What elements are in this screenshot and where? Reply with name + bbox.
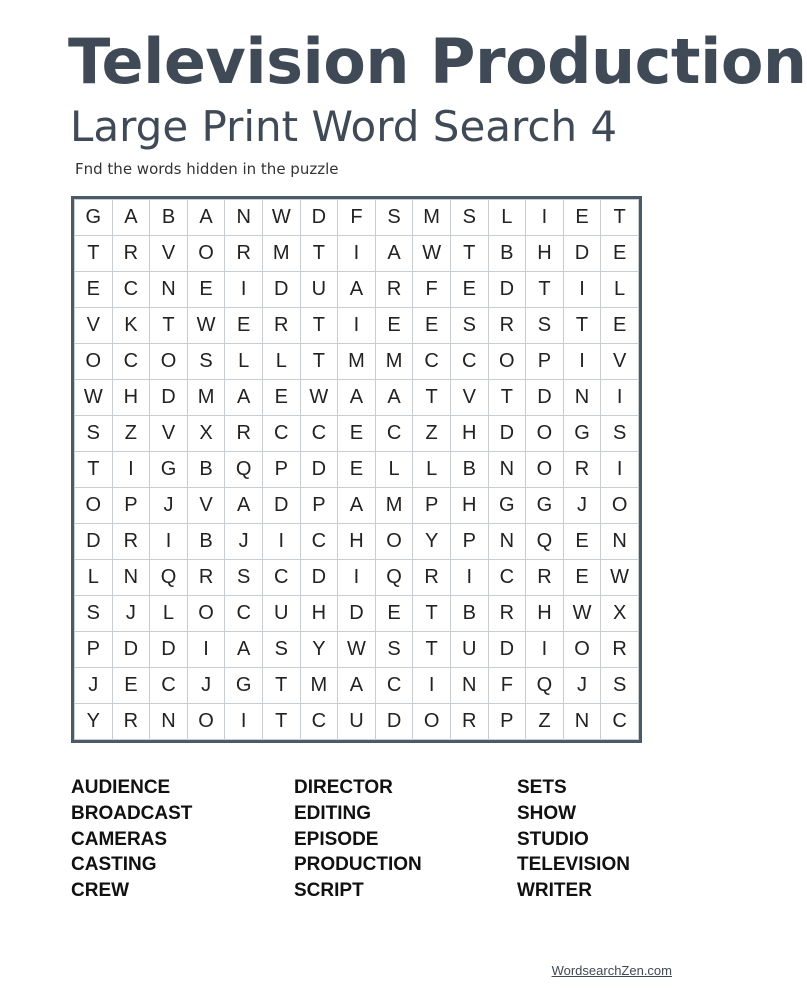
grid-cell[interactable]: O	[526, 416, 564, 452]
grid-cell[interactable]: B	[150, 200, 188, 236]
grid-cell[interactable]: Z	[413, 416, 451, 452]
grid-row	[75, 704, 639, 740]
grid-cell[interactable]: B	[450, 452, 488, 488]
grid-cell[interactable]: E	[563, 524, 601, 560]
grid-cell[interactable]: N	[150, 272, 188, 308]
grid-cell[interactable]: D	[262, 488, 300, 524]
grid-cell[interactable]: L	[262, 344, 300, 380]
grid-cell[interactable]: R	[112, 704, 150, 740]
grid-cell[interactable]: C	[413, 344, 451, 380]
grid-cell[interactable]: D	[150, 632, 188, 668]
grid-cell[interactable]: R	[225, 416, 263, 452]
grid-cell[interactable]: N	[112, 560, 150, 596]
grid-cell[interactable]: W	[601, 560, 639, 596]
grid-row	[75, 380, 639, 416]
instructions: Fnd the words hidden in the puzzle	[75, 160, 339, 178]
grid-cell[interactable]: I	[563, 272, 601, 308]
grid-row	[75, 272, 639, 308]
grid-cell[interactable]: J	[225, 524, 263, 560]
grid-cell[interactable]: J	[187, 668, 225, 704]
grid-cell[interactable]: T	[75, 452, 113, 488]
grid-cell[interactable]: P	[526, 344, 564, 380]
grid-cell[interactable]: U	[262, 596, 300, 632]
word-list-item: EPISODE	[294, 828, 379, 850]
word-column	[517, 775, 630, 904]
grid-cell[interactable]: A	[375, 236, 413, 272]
grid-cell[interactable]: H	[450, 488, 488, 524]
grid-cell[interactable]: G	[225, 668, 263, 704]
grid-cell[interactable]: H	[526, 236, 564, 272]
grid-cell[interactable]: L	[601, 272, 639, 308]
grid-cell[interactable]: I	[450, 560, 488, 596]
grid-cell[interactable]: E	[563, 560, 601, 596]
grid-cell[interactable]: R	[601, 632, 639, 668]
grid-cell[interactable]: A	[375, 380, 413, 416]
grid-cell[interactable]: T	[526, 272, 564, 308]
grid-cell[interactable]: O	[187, 596, 225, 632]
grid-cell[interactable]: Q	[225, 452, 263, 488]
grid-cell[interactable]: C	[300, 416, 338, 452]
grid-cell[interactable]: C	[375, 668, 413, 704]
grid-cell[interactable]: F	[413, 272, 451, 308]
grid-row	[75, 452, 639, 488]
word-list-item: SHOW	[517, 802, 577, 824]
grid-cell[interactable]: S	[375, 632, 413, 668]
grid-cell[interactable]: R	[526, 560, 564, 596]
grid-cell[interactable]: C	[262, 560, 300, 596]
word-list-item: PRODUCTION	[294, 854, 422, 876]
grid-cell[interactable]: I	[601, 380, 639, 416]
grid-cell[interactable]: E	[375, 596, 413, 632]
grid-cell[interactable]: E	[601, 236, 639, 272]
grid-cell[interactable]: C	[601, 704, 639, 740]
grid-cell[interactable]: O	[187, 236, 225, 272]
grid-cell[interactable]: R	[225, 236, 263, 272]
grid-cell[interactable]: O	[563, 632, 601, 668]
grid-cell[interactable]: V	[150, 416, 188, 452]
grid-cell[interactable]: U	[338, 704, 376, 740]
grid-cell[interactable]: W	[338, 632, 376, 668]
word-list-item: EDITING	[294, 802, 372, 824]
grid-cell[interactable]: V	[187, 488, 225, 524]
word-list-item: STUDIO	[517, 828, 589, 850]
word-list-item: CASTING	[71, 854, 157, 876]
grid-cell[interactable]: C	[112, 344, 150, 380]
word-list-item: AUDIENCE	[71, 777, 171, 798]
grid-cell[interactable]: D	[338, 596, 376, 632]
grid-cell[interactable]: I	[225, 704, 263, 740]
grid-cell[interactable]: S	[601, 416, 639, 452]
grid-cell[interactable]: R	[488, 308, 526, 344]
grid-cell[interactable]: C	[300, 524, 338, 560]
grid-row	[75, 560, 639, 596]
grid-cell[interactable]: O	[150, 344, 188, 380]
grid-cell[interactable]: G	[563, 416, 601, 452]
grid-row	[75, 308, 639, 344]
page-title: Television Production	[68, 25, 807, 98]
grid-cell[interactable]: I	[225, 272, 263, 308]
grid-cell[interactable]: S	[75, 596, 113, 632]
grid-cell[interactable]: A	[112, 200, 150, 236]
grid-cell[interactable]: D	[488, 632, 526, 668]
grid-cell[interactable]: A	[225, 380, 263, 416]
grid-cell[interactable]: D	[375, 704, 413, 740]
grid-row	[75, 668, 639, 704]
grid-cell[interactable]: M	[300, 668, 338, 704]
grid-cell[interactable]: R	[450, 704, 488, 740]
grid-cell[interactable]: G	[75, 200, 113, 236]
grid-cell[interactable]: I	[601, 452, 639, 488]
grid-cell[interactable]: I	[112, 452, 150, 488]
grid-row	[75, 596, 639, 632]
grid-cell[interactable]: D	[300, 452, 338, 488]
grid-cell[interactable]: J	[563, 488, 601, 524]
grid-cell[interactable]: L	[75, 560, 113, 596]
grid-cell[interactable]: W	[300, 380, 338, 416]
grid-cell[interactable]: M	[375, 344, 413, 380]
grid-cell[interactable]: Q	[375, 560, 413, 596]
grid-cell[interactable]: L	[375, 452, 413, 488]
grid-cell[interactable]: S	[262, 632, 300, 668]
grid-cell[interactable]: Z	[526, 704, 564, 740]
grid-cell[interactable]: E	[601, 308, 639, 344]
word-list-item: CREW	[71, 880, 130, 902]
grid-cell[interactable]: W	[413, 236, 451, 272]
grid-cell[interactable]: W	[262, 200, 300, 236]
grid-cell[interactable]: L	[413, 452, 451, 488]
grid-cell[interactable]: A	[338, 488, 376, 524]
grid-cell[interactable]: J	[150, 488, 188, 524]
grid-cell[interactable]: S	[375, 200, 413, 236]
grid-cell[interactable]: Q	[526, 524, 564, 560]
word-list-item: WRITER	[517, 880, 592, 902]
grid-cell[interactable]: N	[488, 452, 526, 488]
grid-cell[interactable]: F	[338, 200, 376, 236]
grid-cell[interactable]: R	[112, 524, 150, 560]
grid-cell[interactable]: R	[488, 596, 526, 632]
grid-cell[interactable]: I	[526, 200, 564, 236]
grid-cell[interactable]: B	[187, 524, 225, 560]
grid-cell[interactable]: Y	[413, 524, 451, 560]
grid-cell[interactable]: S	[601, 668, 639, 704]
grid-row	[75, 416, 639, 452]
grid-row	[75, 632, 639, 668]
grid-cell[interactable]: A	[187, 200, 225, 236]
grid-cell[interactable]: T	[75, 236, 113, 272]
grid-cell[interactable]: N	[225, 200, 263, 236]
grid-cell[interactable]: V	[601, 344, 639, 380]
grid-cell[interactable]: C	[488, 560, 526, 596]
grid-cell[interactable]: T	[413, 380, 451, 416]
grid-cell[interactable]: B	[450, 596, 488, 632]
grid-cell[interactable]: O	[413, 704, 451, 740]
grid-cell[interactable]: T	[300, 236, 338, 272]
grid-cell[interactable]: L	[488, 200, 526, 236]
grid-cell[interactable]: A	[225, 488, 263, 524]
grid-cell[interactable]: V	[75, 308, 113, 344]
word-list-item: TELEVISION	[517, 854, 630, 876]
grid-cell[interactable]: Y	[300, 632, 338, 668]
grid-cell[interactable]: A	[338, 668, 376, 704]
grid-cell[interactable]: E	[112, 668, 150, 704]
grid-cell[interactable]: H	[300, 596, 338, 632]
grid-cell[interactable]: D	[75, 524, 113, 560]
grid-cell[interactable]: T	[300, 308, 338, 344]
word-list-item: BROADCAST	[71, 802, 193, 824]
grid-cell[interactable]: E	[413, 308, 451, 344]
grid-cell[interactable]: L	[225, 344, 263, 380]
grid-cell[interactable]: I	[338, 308, 376, 344]
grid-cell[interactable]: V	[450, 380, 488, 416]
grid-cell[interactable]: P	[488, 704, 526, 740]
grid-cell[interactable]: C	[262, 416, 300, 452]
grid-cell[interactable]: D	[563, 236, 601, 272]
grid-row	[75, 200, 639, 236]
grid-cell[interactable]: R	[262, 308, 300, 344]
grid-cell[interactable]: R	[112, 236, 150, 272]
grid-cell[interactable]: T	[413, 632, 451, 668]
grid-cell[interactable]: S	[187, 344, 225, 380]
grid-row	[75, 488, 639, 524]
grid-cell[interactable]: W	[187, 308, 225, 344]
grid-cell[interactable]: N	[563, 704, 601, 740]
grid-cell[interactable]: D	[300, 200, 338, 236]
grid-cell[interactable]: C	[225, 596, 263, 632]
grid-cell[interactable]: G	[150, 452, 188, 488]
grid-cell[interactable]: M	[375, 488, 413, 524]
grid-cell[interactable]: D	[300, 560, 338, 596]
grid-cell[interactable]: I	[413, 668, 451, 704]
grid-cell[interactable]: I	[563, 344, 601, 380]
grid-cell[interactable]: U	[300, 272, 338, 308]
grid-cell[interactable]: T	[150, 308, 188, 344]
puzzle-grid-frame	[71, 196, 642, 743]
grid-cell[interactable]: T	[262, 704, 300, 740]
grid-cell[interactable]: E	[563, 200, 601, 236]
grid-cell[interactable]: O	[488, 344, 526, 380]
grid-cell[interactable]: T	[601, 200, 639, 236]
grid-cell[interactable]: P	[450, 524, 488, 560]
grid-cell[interactable]: Z	[112, 416, 150, 452]
grid-cell[interactable]: I	[338, 236, 376, 272]
grid-cell[interactable]: S	[75, 416, 113, 452]
grid-cell[interactable]: O	[601, 488, 639, 524]
grid-cell[interactable]: D	[488, 416, 526, 452]
grid-cell[interactable]: D	[112, 632, 150, 668]
grid-cell[interactable]: I	[150, 524, 188, 560]
grid-cell[interactable]: T	[300, 344, 338, 380]
grid-cell[interactable]: U	[450, 632, 488, 668]
grid-cell[interactable]: T	[413, 596, 451, 632]
grid-cell[interactable]: I	[262, 524, 300, 560]
word-list-item: SETS	[517, 777, 567, 798]
grid-cell[interactable]: E	[75, 272, 113, 308]
grid-cell[interactable]: S	[526, 308, 564, 344]
grid-cell[interactable]: L	[150, 596, 188, 632]
grid-cell[interactable]: D	[262, 272, 300, 308]
grid-cell[interactable]: N	[563, 380, 601, 416]
grid-cell[interactable]: S	[225, 560, 263, 596]
grid-cell[interactable]: Y	[75, 704, 113, 740]
grid-cell[interactable]: P	[413, 488, 451, 524]
grid-cell[interactable]: V	[150, 236, 188, 272]
word-list-item: CAMERAS	[71, 828, 168, 850]
grid-cell[interactable]: R	[563, 452, 601, 488]
grid-cell[interactable]: D	[488, 272, 526, 308]
grid-cell[interactable]: M	[262, 236, 300, 272]
grid-cell[interactable]: E	[375, 308, 413, 344]
grid-cell[interactable]: W	[563, 596, 601, 632]
grid-cell[interactable]: T	[488, 380, 526, 416]
grid-cell[interactable]: R	[375, 272, 413, 308]
grid-cell[interactable]: T	[450, 236, 488, 272]
grid-cell[interactable]: E	[225, 308, 263, 344]
grid-cell[interactable]: O	[75, 344, 113, 380]
grid-cell[interactable]: E	[187, 272, 225, 308]
grid-cell[interactable]: N	[150, 704, 188, 740]
grid-cell[interactable]: B	[187, 452, 225, 488]
grid-cell[interactable]: P	[300, 488, 338, 524]
grid-cell[interactable]: T	[563, 308, 601, 344]
grid-cell[interactable]: A	[225, 632, 263, 668]
grid-cell[interactable]: C	[112, 272, 150, 308]
puzzle-grid	[74, 199, 639, 740]
grid-cell[interactable]: C	[150, 668, 188, 704]
grid-cell[interactable]: A	[338, 272, 376, 308]
grid-cell[interactable]: H	[450, 416, 488, 452]
grid-cell[interactable]: C	[450, 344, 488, 380]
grid-cell[interactable]: G	[526, 488, 564, 524]
grid-cell[interactable]: M	[338, 344, 376, 380]
grid-cell[interactable]: E	[338, 452, 376, 488]
grid-cell[interactable]: O	[187, 704, 225, 740]
grid-cell[interactable]: D	[526, 380, 564, 416]
grid-cell[interactable]: Q	[150, 560, 188, 596]
grid-cell[interactable]: D	[150, 380, 188, 416]
grid-cell[interactable]: X	[601, 596, 639, 632]
grid-cell[interactable]: H	[338, 524, 376, 560]
grid-cell[interactable]: T	[262, 668, 300, 704]
grid-cell[interactable]: J	[75, 668, 113, 704]
grid-row	[75, 524, 639, 560]
grid-cell[interactable]: N	[450, 668, 488, 704]
word-column	[71, 775, 192, 904]
word-list-item: DIRECTOR	[294, 777, 393, 798]
grid-cell[interactable]: F	[488, 668, 526, 704]
grid-cell[interactable]: I	[338, 560, 376, 596]
grid-cell[interactable]: J	[563, 668, 601, 704]
site-link[interactable]: WordsearchZen.com	[551, 963, 672, 978]
grid-cell[interactable]: R	[413, 560, 451, 596]
grid-cell[interactable]: R	[187, 560, 225, 596]
grid-cell[interactable]: C	[375, 416, 413, 452]
grid-cell[interactable]: K	[112, 308, 150, 344]
grid-cell[interactable]: P	[262, 452, 300, 488]
grid-cell[interactable]: O	[75, 488, 113, 524]
grid-cell[interactable]: M	[413, 200, 451, 236]
grid-cell[interactable]: E	[450, 272, 488, 308]
grid-cell[interactable]: N	[488, 524, 526, 560]
grid-cell[interactable]: S	[450, 200, 488, 236]
grid-cell[interactable]: I	[187, 632, 225, 668]
grid-row	[75, 344, 639, 380]
grid-cell[interactable]: E	[262, 380, 300, 416]
grid-cell[interactable]: I	[526, 632, 564, 668]
grid-cell[interactable]: E	[338, 416, 376, 452]
page-subtitle: Large Print Word Search 4	[70, 102, 618, 151]
grid-cell[interactable]: P	[112, 488, 150, 524]
grid-cell[interactable]: N	[601, 524, 639, 560]
grid-cell[interactable]: G	[488, 488, 526, 524]
grid-cell[interactable]: P	[75, 632, 113, 668]
grid-cell[interactable]: M	[187, 380, 225, 416]
grid-cell[interactable]: A	[338, 380, 376, 416]
grid-cell[interactable]: H	[526, 596, 564, 632]
grid-cell[interactable]: O	[526, 452, 564, 488]
grid-cell[interactable]: H	[112, 380, 150, 416]
grid-cell[interactable]: W	[75, 380, 113, 416]
word-column	[294, 775, 422, 904]
grid-cell[interactable]: C	[300, 704, 338, 740]
grid-cell[interactable]: B	[488, 236, 526, 272]
grid-cell[interactable]: S	[450, 308, 488, 344]
grid-cell[interactable]: X	[187, 416, 225, 452]
word-list-item: SCRIPT	[294, 880, 364, 902]
grid-cell[interactable]: O	[375, 524, 413, 560]
grid-row	[75, 236, 639, 272]
grid-cell[interactable]: J	[112, 596, 150, 632]
grid-cell[interactable]: Q	[526, 668, 564, 704]
